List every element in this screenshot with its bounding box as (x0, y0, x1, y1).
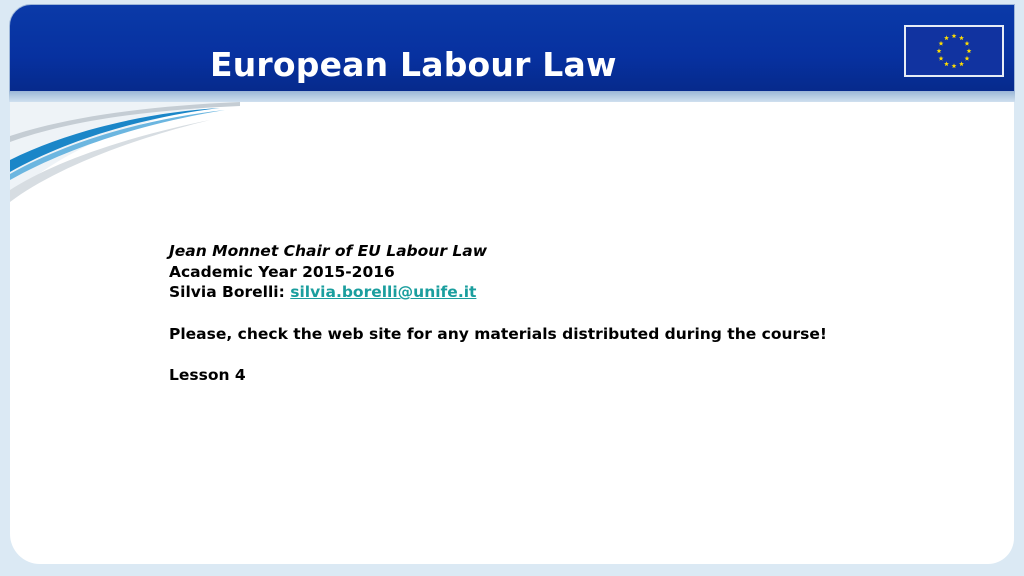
author-label: Silvia Borelli: (169, 283, 291, 302)
eu-flag-icon (904, 25, 1004, 77)
lesson-label: Lesson 4 (169, 366, 246, 385)
content-panel (10, 102, 1014, 564)
decorative-swoosh (10, 102, 240, 212)
header-shadow (9, 92, 1015, 102)
lecture-info (169, 241, 869, 386)
author-line (169, 282, 869, 303)
academic-year-line: Academic Year 2015-2016 (169, 262, 395, 281)
author-email-link[interactable]: silvia.borelli@unife.it (290, 283, 477, 302)
slide-title: European Labour Law (210, 45, 617, 84)
notice-text: Please, check the web site for any materials distributed during the course! (169, 324, 827, 343)
chair-line: Jean Monnet Chair of EU Labour Law (169, 242, 488, 260)
header-bar (9, 4, 1015, 92)
